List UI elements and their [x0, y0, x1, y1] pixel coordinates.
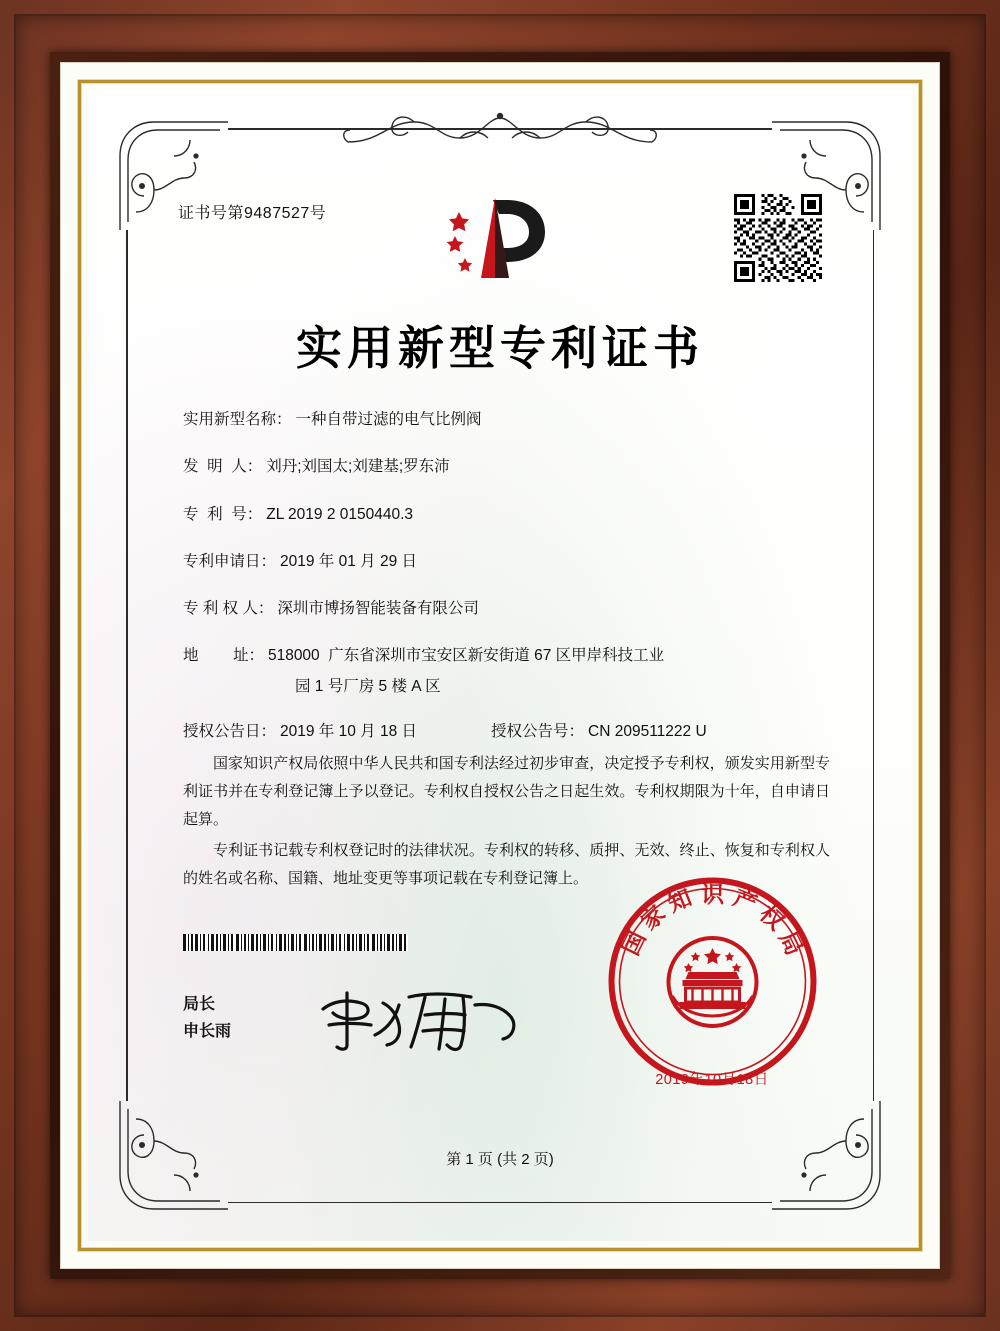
field-label-address: 地 址： — [183, 647, 264, 665]
field-value-address: 518000 广东省深圳市宝安区新安街道 67 区甲岸科技工业 — [267, 647, 665, 665]
legal-paragraph-2: 专利证书记载专利权登记时的法律状况。专利权的转移、质押、无效、终止、恢复和专利权人的姓名或名称、国籍、地址变更等事项记载在专利登记簿上。 — [183, 842, 830, 887]
page-title: 实用新型专利证书 — [296, 323, 704, 374]
svg-text:识: 识 — [701, 882, 724, 907]
field-row-address — [183, 644, 832, 667]
field-row-grant — [183, 720, 832, 743]
certificate-content — [88, 90, 912, 1241]
legal-paragraph-1: 国家知识产权局依照中华人民共和国专利法经过初步审查，决定授予专利权，颁发实用新型专利证书并在专利登记簿上予以登记。专利权自授权公告之日起生效。专利权期限为十年，自申请日起算。 — [183, 755, 830, 828]
field-label-inventors: 发 明 人： — [183, 458, 263, 476]
svg-text:权: 权 — [754, 900, 789, 935]
svg-text:局: 局 — [774, 927, 807, 960]
field-label-patent-number: 专 利 号： — [183, 505, 263, 523]
field-value-application-date: 2019 年 01 月 29 日 — [280, 552, 418, 570]
qr-code-icon — [734, 194, 822, 282]
official-seal-icon — [605, 874, 820, 1089]
patent-office-logo-icon — [435, 190, 565, 286]
field-row-inventors — [183, 455, 832, 478]
director-name: 申长雨 — [183, 1022, 232, 1040]
barcode-icon — [183, 934, 408, 951]
field-label-invention-name: 实用新型名称： — [183, 411, 292, 428]
svg-text:知: 知 — [664, 884, 696, 917]
field-value-grant-number: CN 209511222 U — [588, 722, 707, 740]
field-label-grant-date: 授权公告日： — [183, 722, 277, 740]
certificate-fields — [183, 408, 832, 757]
field-row-patentee — [183, 597, 832, 620]
certificate-number: 证书号第9487527号 — [178, 205, 327, 222]
field-label-grant-number: 授权公告号： — [491, 722, 585, 740]
field-value-patentee: 深圳市博扬智能装备有限公司 — [277, 600, 479, 617]
field-value-invention-name: 一种自带过滤的电气比例阀 — [295, 411, 482, 428]
svg-text:家: 家 — [636, 900, 671, 935]
director-block — [183, 992, 231, 1045]
director-title: 局长 — [183, 996, 216, 1014]
certificate-page — [88, 90, 912, 1241]
field-label-application-date: 专利申请日： — [183, 552, 277, 570]
field-row-application-date — [183, 550, 832, 573]
field-value-patent-number: ZL 2019 2 0150440.3 — [266, 505, 414, 523]
field-label-patentee: 专 利 权 人： — [183, 600, 274, 617]
field-value-address-line2: 园 1 号厂房 5 楼 A 区 — [295, 677, 441, 695]
svg-text:国: 国 — [618, 927, 651, 960]
field-row-invention-name — [183, 408, 832, 431]
handwritten-signature — [313, 979, 523, 1059]
field-value-inventors: 刘丹;刘国太;刘建基;罗东沛 — [266, 458, 450, 476]
page-number: 第 1 页 (共 2 页) — [446, 1151, 554, 1168]
field-value-grant-date: 2019 年 10 月 18 日 — [280, 722, 418, 740]
seal-date: 2019年10月18日 — [655, 1072, 769, 1088]
field-row-patent-number — [183, 503, 832, 526]
svg-text:产: 产 — [729, 884, 761, 917]
